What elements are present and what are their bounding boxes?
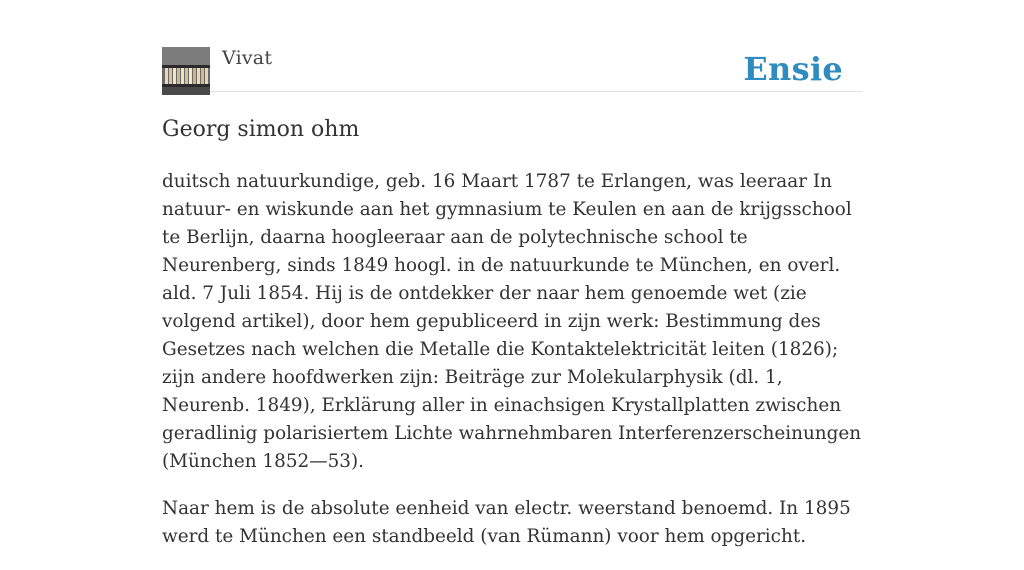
source-name-link[interactable]: Vivat bbox=[222, 47, 273, 69]
article-paragraph: Naar hem is de absolute eenheid van electr. weerstand benoemd. In 1895 werd te München een standbeeld (van Rümann) voor hem opgericht. bbox=[162, 498, 851, 547]
page-container bbox=[162, 0, 862, 547]
brand-logo-link[interactable]: Ensie bbox=[743, 50, 843, 88]
article-paragraph: duitsch natuurkundige, geb. 16 Maart 1787 te Erlangen, was leeraar In natuur- en wiskunde aan het gymnasium te Keulen en aan de krijgsschool te Berlijn, daarna hoogleeraar aan de polytechnische school te Neurenberg, sinds 1849 hoogl. in de natuurkunde te München, en overl. ald. 7 Juli 1854. Hij is de ontdekker der naar hem genoemde wet (zie volgend artikel), door hem gepubliceerd in zijn werk: Bestimmung des Gesetzes nach welchen die Metalle die Kontaktelektricität leiten (1826); zijn andere hoofdwerken zijn: Beiträge zur Molekularphysik (dl. 1, Neurenb. 1849), Erklärung aller in einachsigen Krystallplatten zwischen geradlinig polarisiertem Lichte wahrnehmbaren Interferenzerscheinungen (München 1852—53). bbox=[162, 171, 862, 472]
header bbox=[162, 0, 862, 92]
article-body bbox=[162, 168, 864, 570]
source-avatar[interactable] bbox=[162, 47, 210, 95]
page-title: Georg simon ohm bbox=[162, 117, 360, 142]
bookshelf-avatar-icon bbox=[162, 47, 210, 95]
